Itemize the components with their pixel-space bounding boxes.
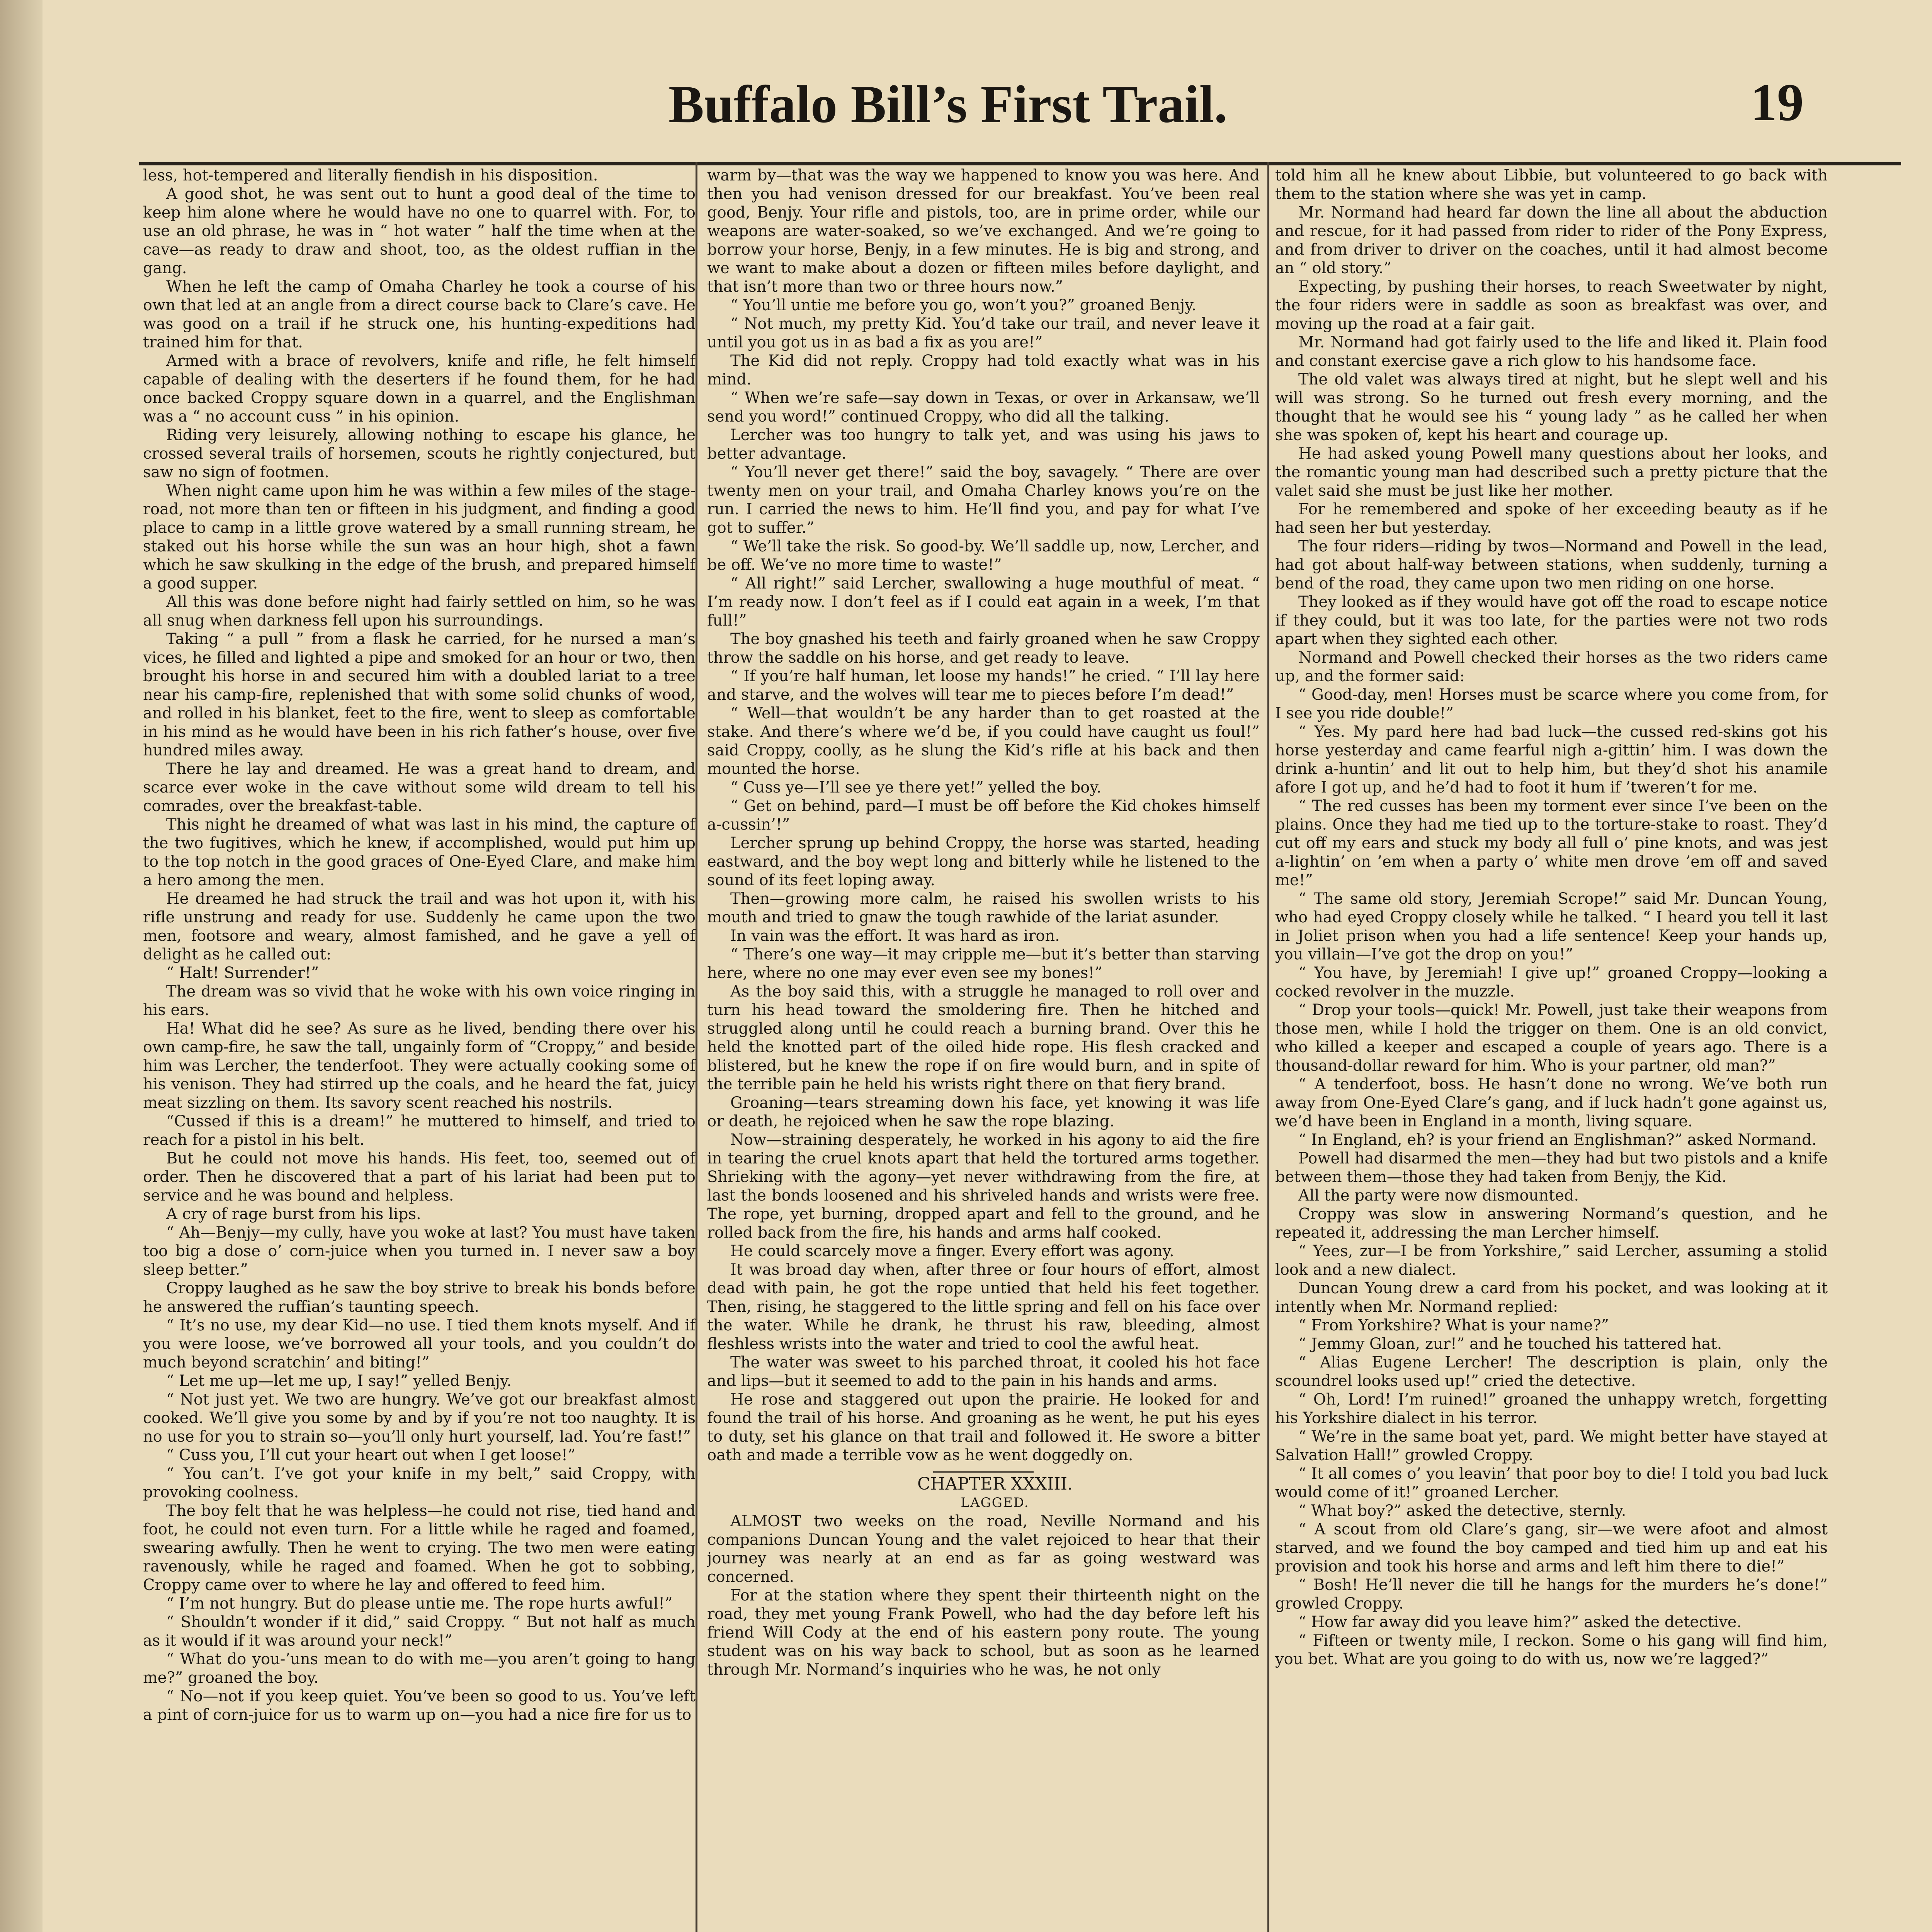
paragraph: “ Jemmy Gloan, zur!” and he touched his tattered hat. (1298, 1335, 1722, 1353)
page-number: 19 (1750, 73, 1804, 132)
paragraph: “ You’ll never get there!” said the boy, savagely. “ There are over twenty men on your trail, and Omaha Charley knows you’re on the run. I carried the news to him. He’ll find you, and pay for what I’ve got to suffer.” (707, 463, 1260, 537)
paragraph: He rose and staggered out upon the prairie. He looked for and found the trail of his horse. And groaning as he went, he put his eyes to duty, set his glance on that trail and followed it. He swore a bitter oath and made a terrible vow as he went doggedly on. (707, 1391, 1260, 1464)
chapter-rule (933, 1471, 1034, 1473)
paragraph: The boy felt that he was helpless—he could not rise, tied hand and foot, he could not even turn. For a little while he raged and foamed, swearing awfully. Then he went to crying. The two men were eating ravenously, while he raged and foamed. When he got to sobbing, Croppy came over to where he lay and offered to feed him. (143, 1502, 696, 1594)
paragraph: Ha! What did he see? As sure as he lived, bending there over his own camp-fire, he saw the tall, ungainly form of “Croppy,” and beside him was Lercher, the tenderfoot. They were actually cooking some of his venison. They had stirred up the coals, and he heard the fat, juicy meat sizzling on them. Its savory scent reached his nostrils. (143, 1020, 696, 1112)
paragraph: “ We’ll take the risk. So good-by. We’ll saddle up, now, Lercher, and be off. We’ve no more time to waste!” (707, 537, 1260, 574)
paragraph: “ You’ll untie me before you go, won’t you?” groaned Benjy. (730, 296, 1197, 314)
paragraph: “ Good-day, men! Horses must be scarce where you come from, for I see you ride double!” (1275, 686, 1828, 722)
paragraph: The Kid did not reply. Croppy had told exactly what was in his mind. (707, 352, 1260, 388)
text-column-3 (1275, 166, 1828, 1932)
paragraph: “ What boy?” asked the detective, sternly. (1298, 1502, 1626, 1520)
paragraph: But he could not move his hands. His feet, too, seemed out of order. Then he discovered that a part of his lariat had been put to service and he was bound and helpless. (143, 1150, 696, 1204)
paragraph: “ Shouldn’t wonder if it did,” said Croppy. “ But not half as much as it would if it was around your neck!” (143, 1613, 696, 1650)
paragraph: “ Let me up—let me up, I say!” yelled Benjy. (166, 1372, 512, 1390)
paragraph: Duncan Young drew a card from his pocket, and was looking at it intently when Mr. Normand replied: (1275, 1279, 1828, 1316)
paragraph: The four riders—riding by twos—Normand and Powell in the lead, had got about half-way between stations, when suddenly, turning a bend of the road, they came upon two men riding on one horse. (1275, 537, 1828, 592)
paragraph: When he left the camp of Omaha Charley he took a course of his own that led at an angle from a direct course back to Clare’s cave. He was good on a trail if he struck one, his hunting-expeditions had trained him for that. (143, 278, 696, 351)
paragraph: “ I’m not hungry. But do please untie me. The rope hurts awful!” (166, 1595, 673, 1612)
paragraph: Mr. Normand had heard far down the line all about the abduction and rescue, for it had passed from rider to rider of the Pony Express, and from driver to driver on the coaches, until it had almost become an “ old story.” (1275, 204, 1828, 277)
paragraph: “ No—not if you keep quiet. You’ve been so good to us. You’ve left a pint of corn-juice for us to warm up on—you had a nice fire for us to (143, 1687, 696, 1724)
paragraph: ALMOST two weeks on the road, Neville Normand and his companions Duncan Young and the valet rejoiced to hear that their journey was nearly at an end as far as going westward was concerned. (707, 1512, 1260, 1586)
paragraph: less, hot-tempered and literally fiendish in his disposition. (143, 167, 598, 184)
paragraph: The dream was so vivid that he woke with his own voice ringing in his ears. (143, 983, 696, 1019)
chapter-title: LAGGED. (961, 1495, 1029, 1510)
paragraph: “ Fifteen or twenty mile, I reckon. Some o his gang will find him, you bet. What are you going to do with us, now we’re lagged?” (1275, 1632, 1828, 1668)
paragraph: “ When we’re safe—say down in Texas, or over in Arkansaw, we’ll send you word!” continued Croppy, who did all the talking. (707, 389, 1260, 425)
paragraph: “ You have, by Jeremiah! I give up!” groaned Croppy—looking a cocked revolver in the muzzle. (1275, 964, 1828, 1000)
paragraph: “ Yes. My pard here had bad luck—the cussed red-skins got his horse yesterday and came fearful nigh a-gittin’ him. I was down the drink a-huntin’ and lit out to help him, but they’d shot his anamile afore I got up, and he’d had to foot it hum if ’tweren’t for me. (1275, 723, 1828, 796)
paragraph: “ From Yorkshire? What is your name?” (1298, 1316, 1609, 1334)
paragraph: The old valet was always tired at night, but he slept well and his will was strong. So he turned out fresh every morning, and the thought that he would see his “ young lady ” as he called her when she was spoken of, kept his heart and courage up. (1275, 371, 1828, 444)
paragraph: told him all he knew about Libbie, but volunteered to go back with them to the station where she was yet in camp. (1275, 167, 1828, 203)
paragraph: “ How far away did you leave him?” asked the detective. (1298, 1613, 1742, 1631)
paragraph: A good shot, he was sent out to hunt a good deal of the time to keep him alone where he would have no one to quarrel with. For, to use an old phrase, he was in “ hot water ” half the time when at the cave—as ready to draw and shoot, too, as the oldest ruffian in the gang. (143, 185, 696, 277)
paragraph: “ The red cusses has been my torment ever since I’ve been on the plains. Once they had me tied up to the torture-stake to roast. They’d cut off my ears and stuck my body all full o’ pine knots, and was jest a-lightin’ on ’em when a party o’ white men drove ’em off and saved me!” (1275, 797, 1828, 889)
paragraph: “ You can’t. I’ve got your knife in my belt,” said Croppy, with provoking coolness. (143, 1465, 696, 1501)
paragraph: “ Yees, zur—I be from Yorkshire,” said Lercher, assuming a stolid look and a new dialect. (1275, 1242, 1828, 1279)
paragraph: warm by—that was the way we happened to know you was here. And then you had venison dressed for our breakfast. You’ve been real good, Benjy. Your rifle and pistols, too, are in prime order, while our weapons are water-soaked, so we’ve exchanged. And we’re going to borrow your horse, Benjy, in a few minutes. He is big and strong, and we want to make about a dozen or fifteen miles before daylight, and that isn’t more than two or three hours now.” (707, 167, 1260, 296)
page-gutter (0, 0, 43, 1932)
paragraph: “ A scout from old Clare’s gang, sir—we were afoot and almost starved, and we found the boy camped and tied him up and eat his provision and took his horse and arms and left him there to die!” (1275, 1520, 1828, 1575)
paragraph: “ It’s no use, my dear Kid—no use. I tied them knots myself. And if you were loose, we’ve borrowed all your tools, and you couldn’t do much beyond scratchin’ and biting!” (143, 1316, 696, 1371)
paragraph: “ The same old story, Jeremiah Scrope!” said Mr. Duncan Young, who had eyed Croppy closely while he talked. “ I heard you tell it last in Joliet prison when you had a life sentence! Keep your hands up, you villain—I’ve got the drop on you!” (1275, 890, 1828, 963)
paragraph: Groaning—tears streaming down his face, yet knowing it was life or death, he rejoiced when he saw the rope blazing. (707, 1094, 1260, 1130)
paragraph: “ We’re in the same boat yet, pard. We might better have stayed at Salvation Hall!” growled Croppy. (1275, 1428, 1828, 1464)
paragraph: Normand and Powell checked their horses as the two riders came up, and the former said: (1275, 649, 1828, 685)
paragraph: “ Cuss ye—I’ll see ye there yet!” yelled the boy. (730, 779, 1102, 796)
paragraph: “ A tenderfoot, boss. He hasn’t done no wrong. We’ve both run away from One-Eyed Clare’s gang, and if luck hadn’t gone against us, we’d have been in England in a month, living square. (1275, 1075, 1828, 1130)
paragraph: He had asked young Powell many questions about her looks, and the romantic young man had described such a pretty picture that the valet said she must be just like her mother. (1275, 445, 1828, 500)
column-divider (1267, 162, 1269, 1932)
paragraph: “ Cuss you, I’ll cut your heart out when I get loose!” (166, 1446, 576, 1464)
chapter-heading: CHAPTER XXXIII. (917, 1474, 1073, 1494)
paragraph: “Cussed if this is a dream!” he muttered to himself, and tried to reach for a pistol in his belt. (143, 1112, 696, 1149)
paragraph: “ Halt! Surrender!” (166, 964, 319, 982)
paragraph: It was broad day when, after three or four hours of effort, almost dead with pain, he got the rope untied that held his feet together. Then, rising, he staggered to the little spring and fell on his face over the water. While he drank, he thrust his raw, bleeding, almost fleshless wrists into the water and tried to cool the awful heat. (707, 1261, 1260, 1353)
paragraph: Croppy laughed as he saw the boy strive to break his bonds before he answered the ruffian’s taunting speech. (143, 1279, 696, 1316)
paragraph: In vain was the effort. It was hard as iron. (730, 927, 1060, 945)
paragraph: Expecting, by pushing their horses, to reach Sweetwater by night, the four riders were in saddle as soon as breakfast was over, and moving up the road at a fair gait. (1275, 278, 1828, 333)
text-column-1 (143, 166, 696, 1932)
paragraph: When night came upon him he was within a few miles of the stage-road, not more than ten or fifteen in his judgment, and finding a good place to camp in a little grove watered by a small running stream, he staked out his horse while the sun was an hour high, shot a fawn which he saw skulking in the edge of the brush, and prepared himself a good supper. (143, 482, 696, 592)
paragraph: “ In England, eh? is your friend an Englishman?” asked Normand. (1298, 1131, 1817, 1149)
paragraph: Riding very leisurely, allowing nothing to escape his glance, he crossed several trails of horsemen, scouts he rightly conjectured, but saw no sign of footmen. (143, 426, 696, 481)
paragraph: “ Alias Eugene Lercher! The description is plain, only the scoundrel looks used up!” cried the detective. (1275, 1354, 1828, 1390)
paragraph: “ It all comes o’ you leavin’ that poor boy to die! I told you bad luck would come of it!” groaned Lercher. (1275, 1465, 1828, 1501)
paragraph: A cry of rage burst from his lips. (166, 1205, 421, 1223)
paragraph: “ Not just yet. We two are hungry. We’ve got our breakfast almost cooked. We’ll give you some by and by if you’re not too naughty. It is no use for you to strain so—you’ll only hurt yourself, lad. You’re fast!” (143, 1391, 696, 1446)
paragraph: “ If you’re half human, let loose my hands!” he cried. “ I’ll lay here and starve, and the wolves will tear me to pieces before I’m dead!” (707, 667, 1260, 704)
paragraph: “ Well—that wouldn’t be any harder than to get roasted at the stake. And there’s where we’d be, if you could have caught us foul!” said Croppy, coolly, as he slung the Kid’s rifle at his back and then mounted the horse. (707, 704, 1260, 778)
page-title: Buffalo Bill’s First Trail. (668, 75, 1228, 134)
paragraph: Taking “ a pull ” from a flask he carried, for he nursed a man’s vices, he filled and lighted a pipe and smoked for an hour or two, then brought his horse in and secured him with a doubled lariat to a tree near his camp-fire, replenished that with some solid chunks of wood, and rolled in his blanket, feet to the fire, went to sleep as comfortable in his mind as he would have been in his rich father’s house, over five hundred miles away. (143, 630, 696, 759)
paragraph: There he lay and dreamed. He was a great hand to dream, and scarce ever woke in the cave without some wild dream to tell his comrades, over the breakfast-table. (143, 760, 696, 815)
paragraph: This night he dreamed of what was last in his mind, the capture of the two fugitives, which he knew, if accomplished, would put him up to the top notch in the good graces of One-Eyed Clare, and make him a hero among the men. (143, 816, 696, 889)
paragraph: As the boy said this, with a struggle he managed to roll over and turn his head toward the smoldering fire. Then he hitched and struggled along until he could reach a burning brand. Over this he held the knotted part of the oiled hide rope. His flesh cracked and blistered, but he knew the rope if on fire would burn, and in spite of the terrible pain he held his wrists right there on that fiery brand. (707, 983, 1260, 1093)
paragraph: For at the station where they spent their thirteenth night on the road, they met young Frank Powell, who had the day before left his friend Will Cody at the end of his eastern pony route. The young student was on his way back to school, but as soon as he learned through Mr. Normand’s inquiries who he was, he not only (707, 1587, 1260, 1679)
paragraph: “ There’s one way—it may cripple me—but it’s better than starving here, where no one may ever even see my bones!” (707, 946, 1260, 982)
running-head (0, 58, 1932, 151)
paragraph: Armed with a brace of revolvers, knife and rifle, he felt himself capable of dealing with the deserters if he found them, for he had once backed Croppy square down in a quarrel, and the Englishman was a “ no account cuss ” in his opinion. (143, 352, 696, 425)
paragraph: All this was done before night had fairly settled on him, so he was all snug when darkness fell upon his surroundings. (143, 593, 696, 629)
paragraph: “ All right!” said Lercher, swallowing a huge mouthful of meat. “ I’m ready now. I don’t feel as if I could eat again in a week, I’m that full!” (707, 575, 1260, 629)
paragraph: “ What do you-’uns mean to do with me—you aren’t going to hang me?” groaned the boy. (143, 1650, 696, 1687)
header-rule (139, 162, 1901, 165)
paragraph: Powell had disarmed the men—they had but two pistols and a knife between them—those they had taken from Benjy, the Kid. (1275, 1150, 1828, 1186)
paragraph: Now—straining desperately, he worked in his agony to aid the fire in tearing the cruel knots apart that held the tortured arms together. Shrieking with the agony—yet never withdrawing from the fire, at last the bonds loosened and his shriveled hands and wrists were free. The rope, yet burning, dropped apart and fell to the ground, and he rolled back from the fire, his hands and arms half cooked. (707, 1131, 1260, 1242)
paragraph: Lercher was too hungry to talk yet, and was using his jaws to better advantage. (707, 426, 1260, 463)
paragraph: The boy gnashed his teeth and fairly groaned when he saw Croppy throw the saddle on his horse, and get ready to leave. (707, 630, 1260, 667)
paragraph: “ Bosh! He’ll never die till he hangs for the murders he’s done!” growled Croppy. (1275, 1576, 1828, 1612)
paragraph: He could scarcely move a finger. Every effort was agony. (730, 1242, 1174, 1260)
paragraph: “ Get on behind, pard—I must be off before the Kid chokes himself a-cussin’!” (707, 797, 1260, 833)
paragraph: “ Not much, my pretty Kid. You’d take our trail, and never leave it until you got us in as bad a fix as you are!” (707, 315, 1260, 351)
column-divider (696, 162, 697, 1932)
paragraph: Mr. Normand had got fairly used to the life and liked it. Plain food and constant exercise gave a rich glow to his handsome face. (1275, 333, 1828, 370)
paragraph: Then—growing more calm, he raised his swollen wrists to his mouth and tried to gnaw the tough rawhide of the lariat asunder. (707, 890, 1260, 926)
paragraph: They looked as if they would have got off the road to escape notice if they could, but it was too late, for the parties were not two rods apart when they sighted each other. (1275, 593, 1828, 648)
paragraph: “ Ah—Benjy—my cully, have you woke at last? You must have taken too big a dose o’ corn-juice when you turned in. I never saw a boy sleep better.” (143, 1224, 696, 1279)
paragraph: Lercher sprung up behind Croppy, the horse was started, heading eastward, and the boy wept long and bitterly while he listened to the sound of its feet loping away. (707, 834, 1260, 889)
paragraph: All the party were now dismounted. (1298, 1187, 1579, 1204)
paragraph: For he remembered and spoke of her exceeding beauty as if he had seen her but yesterday. (1275, 500, 1828, 537)
text-column-2 (707, 166, 1260, 1932)
paragraph: “ Drop your tools—quick! Mr. Powell, just take their weapons from those men, while I hold the trigger on them. One is an old convict, who killed a keeper and escaped a couple of years ago. There is a thousand-dollar reward for him. Who is your partner, old man?” (1275, 1001, 1828, 1075)
paragraph: Croppy was slow in answering Normand’s question, and he repeated it, addressing the man Lercher himself. (1275, 1205, 1828, 1242)
paragraph: He dreamed he had struck the trail and was hot upon it, with his rifle unstrung and ready for use. Suddenly he came upon the two men, footsore and weary, almost famished, and he gave a yell of delight as he called out: (143, 890, 696, 963)
paragraph: The water was sweet to his parched throat, it cooled his hot face and lips—but it seemed to add to the pain in his hands and arms. (707, 1354, 1260, 1390)
paragraph: “ Oh, Lord! I’m ruined!” groaned the unhappy wretch, forgetting his Yorkshire dialect in his terror. (1275, 1391, 1828, 1427)
